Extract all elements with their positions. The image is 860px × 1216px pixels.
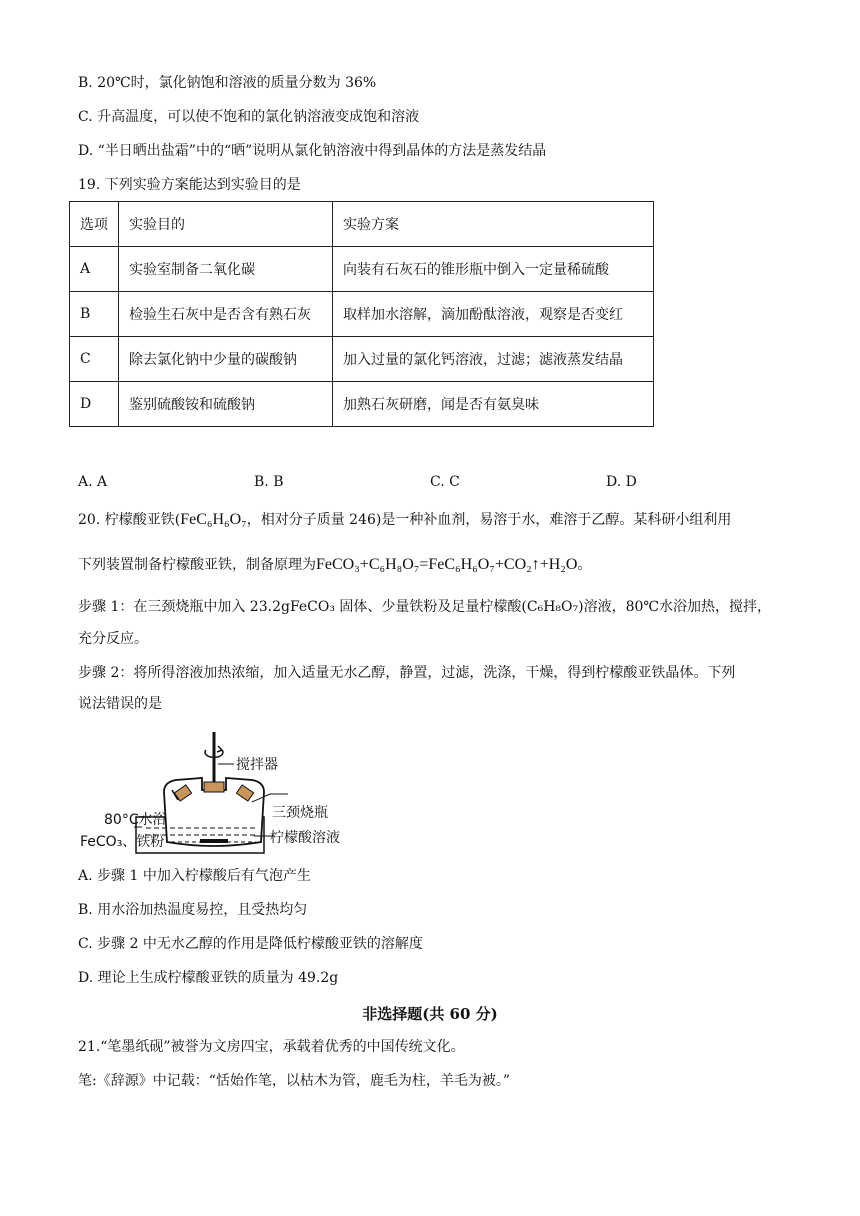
q20-option-d: D. 理论上生成柠檬酸亚铁的质量为 49.2g	[78, 970, 339, 986]
option-c-nacl: C. 升高温度，可以使不饱和的氯化钠溶液变成饱和溶液	[78, 109, 420, 125]
table-header-cell: 实验目的	[119, 202, 333, 247]
table-header-cell: 选项	[70, 202, 119, 247]
q19-option-b: B. B	[254, 474, 284, 490]
table-cell: 向装有石灰石的锥形瓶中倒入一定量稀硫酸	[333, 247, 654, 292]
question-19-stem: 19. 下列实验方案能达到实验目的是	[78, 177, 301, 193]
step-1-text: 步骤 1：在三颈烧瓶中加入 23.2gFeCO₃ 固体、少量铁粉及足量柠檬酸(C₆H₈O₇)溶液，80℃水浴加热，搅拌，	[78, 599, 772, 615]
q19-option-c: C. C	[430, 474, 460, 490]
q20-option-a: A. 步骤 1 中加入柠檬酸后有气泡产生	[78, 868, 311, 884]
q20-intro-text: 20. 柠檬酸亚铁(	[78, 512, 181, 528]
table-cell: 实验室制备二氧化碳	[119, 247, 333, 292]
q20-principle-text: 下列装置制备柠檬酸亚铁，制备原理为	[78, 557, 316, 573]
experiment-table	[69, 201, 654, 427]
table-row	[70, 337, 654, 382]
table-cell: 除去氯化钠中少量的碳酸钠	[119, 337, 333, 382]
table-cell: D	[70, 382, 119, 427]
table-cell: 鉴别硫酸铵和硫酸钠	[119, 382, 333, 427]
reaction-equation: FeCO₃+C₆H₈O₇=FeC₆H₆O₇+CO₂↑+H₂O	[316, 556, 578, 573]
table-row	[70, 247, 654, 292]
q19-option-a: A. A	[78, 474, 108, 490]
table-row	[70, 292, 654, 337]
citric-acid-solution-label: 柠檬酸溶液	[270, 830, 340, 846]
q20-option-c: C. 步骤 2 中无水乙醇的作用是降低柠檬酸亚铁的溶解度	[78, 936, 423, 952]
q20-period: 。	[577, 557, 592, 573]
q20-option-b: B. 用水浴加热温度易控，且受热均匀	[78, 902, 308, 918]
ferrous-citrate-formula: FeC₆H₆O₇	[180, 511, 247, 528]
table-cell: C	[70, 337, 119, 382]
table-cell: 检验生石灰中是否含有熟石灰	[119, 292, 333, 337]
question-20-intro	[78, 510, 731, 530]
table-cell: 加入过量的氯化钙溶液，过滤；滤液蒸发结晶	[333, 337, 654, 382]
flask-label: 三颈烧瓶	[272, 805, 328, 821]
q19-option-d: D. D	[606, 474, 637, 490]
table-cell: B	[70, 292, 119, 337]
option-d-nacl: D. “半日晒出盐霜”中的“晒”说明从氯化钠溶液中得到晶体的方法是蒸发结晶	[78, 143, 547, 159]
table-header-cell: 实验方案	[333, 202, 654, 247]
section-heading: 非选择题(共 60 分)	[362, 1005, 498, 1023]
question-21-stem: 21.“笔墨纸砚”被誉为文房四宝，承载着优秀的中国传统文化。	[78, 1039, 465, 1055]
solids-label: FeCO₃、铁粉	[80, 834, 165, 850]
apparatus-diagram	[76, 732, 376, 861]
question-20-equation-line	[78, 555, 591, 575]
table-header-row	[70, 202, 654, 247]
water-bath-label: 80°C水浴	[104, 812, 167, 828]
table-cell: A	[70, 247, 119, 292]
table-row	[70, 382, 654, 427]
step-1-continued: 充分反应。	[78, 631, 148, 647]
step-2-continued: 说法错误的是	[78, 696, 162, 712]
option-b-nacl: B. 20℃时，氯化钠饱和溶液的质量分数为 36%	[78, 75, 377, 91]
question-21-quote: 笔:《辞源》中记载：“恬始作笔，以枯木为管，鹿毛为柱，羊毛为被。”	[78, 1073, 511, 1089]
table-cell: 取样加水溶解，滴加酚酞溶液，观察是否变红	[333, 292, 654, 337]
stirrer-label: 搅拌器	[236, 757, 278, 773]
table-cell: 加熟石灰研磨，闻是否有氨臭味	[333, 382, 654, 427]
q20-intro-text: ，相对分子质量 246)是一种补血剂，易溶于水，难溶于乙醇。某科研小组利用	[246, 512, 732, 528]
step-2-text: 步骤 2：将所得溶液加热浓缩，加入适量无水乙醇，静置，过滤，洗涤，干燥，得到柠檬酸亚铁晶体。下列	[78, 665, 736, 681]
